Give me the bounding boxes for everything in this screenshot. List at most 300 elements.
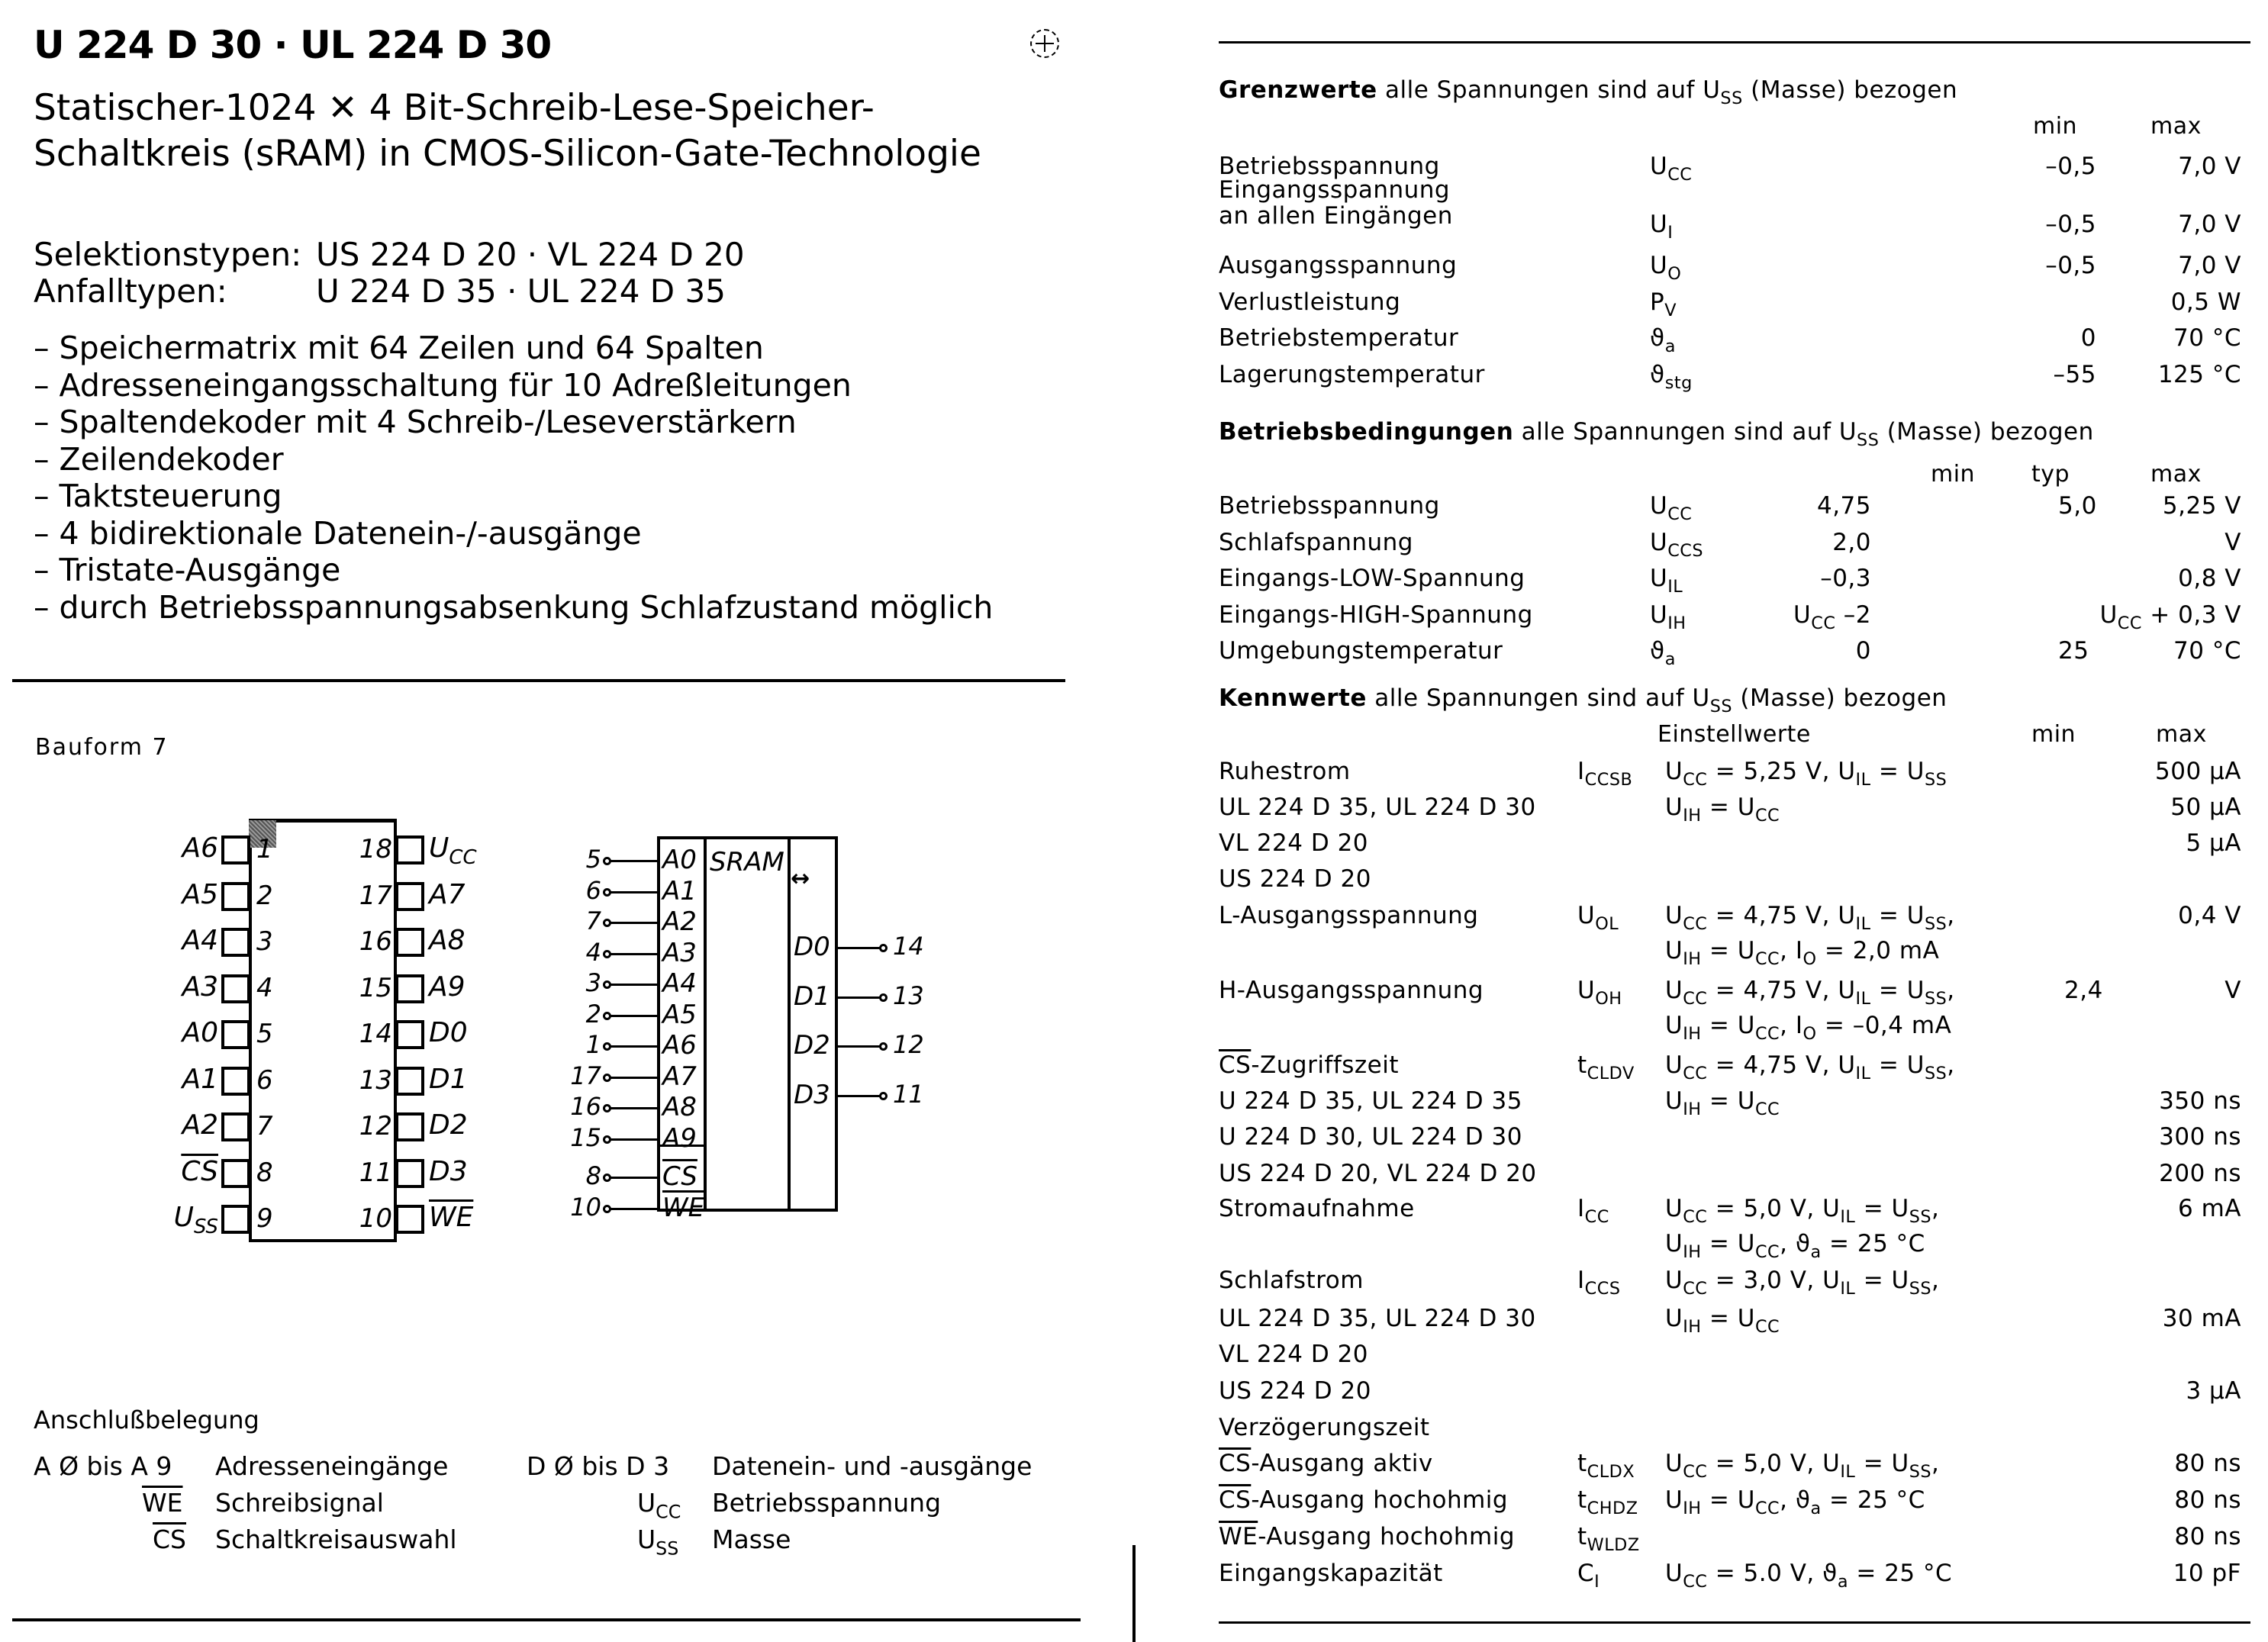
pin-assign-sym: $U_{CC}$	[637, 1488, 681, 1523]
input-line	[610, 922, 658, 924]
pin-number: 5	[256, 1019, 273, 1049]
pin-number: 6	[585, 875, 601, 905]
pin-pad	[395, 1205, 424, 1234]
max-value: V	[2225, 529, 2241, 556]
pin-pad	[221, 1067, 250, 1096]
pin-number: 9	[256, 1203, 273, 1234]
symbol: $P_V$	[1650, 288, 1677, 320]
pin-name: D0	[429, 1017, 468, 1048]
condition: $U_{IH} = U_{CC}$, $I_O = 2,0$ mA	[1665, 937, 1940, 969]
max-value: 70 °C	[2173, 637, 2241, 665]
pin-assign-sym: A Ø bis A 9	[34, 1451, 172, 1481]
pin-name: A9	[429, 971, 466, 1003]
pin-connector-icon	[603, 950, 611, 958]
min-value: –55	[2053, 361, 2096, 388]
table-row	[1219, 902, 2241, 937]
pin-pad	[221, 974, 250, 1003]
param-label: L-Ausgangsspannung	[1219, 902, 1479, 929]
pin-number: 2	[585, 999, 601, 1029]
pin-name: D1	[429, 1063, 468, 1095]
symbol: $U_{IH}$	[1650, 601, 1687, 633]
col-min: min	[1931, 461, 1976, 488]
table-row	[1219, 529, 2241, 564]
bidirectional-arrow-icon: ↔	[791, 865, 810, 892]
pin-connector-icon	[603, 857, 611, 865]
typ-value: 25	[2058, 637, 2089, 665]
signal-name: A1	[662, 875, 697, 906]
pin-connector-icon	[603, 980, 611, 989]
pin-pad	[395, 1112, 424, 1141]
pin-name: A0	[182, 1017, 218, 1048]
pin-number: 5	[585, 845, 601, 874]
pin-number: 4	[585, 937, 601, 967]
pin-connector-icon	[603, 1104, 611, 1112]
pin-pad	[221, 1020, 250, 1049]
condition: $U_{IH} = U_{CC}$, $ϑ_a = 25$ °C	[1665, 1486, 1925, 1518]
pin-assign-sym: D Ø bis D 3	[527, 1451, 670, 1481]
table-row	[1219, 1012, 2241, 1047]
table-row	[1219, 977, 2241, 1012]
feature-item: – Speichermatrix mit 64 Zeilen und 64 Spalten	[34, 330, 993, 367]
pin-assign-sym: $\overline{CS}$	[153, 1524, 186, 1554]
pin-assignment-title: Anschlußbelegung	[34, 1405, 259, 1434]
pin-connector-icon	[603, 1135, 611, 1144]
param-label: Verlustleistung	[1219, 288, 1401, 316]
param-label: VL 224 D 20	[1219, 1341, 1369, 1368]
table-row	[1219, 1305, 2241, 1340]
type-variants	[34, 237, 745, 310]
max-value: 30 mA	[2162, 1305, 2241, 1332]
condition: $U_{CC} = 5.0$ V, $ϑ_a = 25$ °C	[1665, 1560, 1953, 1592]
param-label: $\overline{WE}$-Ausgang hochohmig	[1219, 1523, 1516, 1550]
input-line	[610, 860, 658, 862]
pin-number: 4	[256, 972, 273, 1003]
betriebsbedingungen-heading-bold: Betriebsbedingungen	[1219, 418, 1514, 446]
feature-item: – Spaltendekoder mit 4 Schreib-/Leseverstärkern	[34, 404, 993, 441]
max-value: 7,0 V	[2178, 153, 2241, 180]
table-row	[1219, 1560, 2241, 1595]
pin-number: 14	[893, 932, 924, 961]
symbol: $U_O$	[1650, 252, 1682, 284]
pin-connector-icon	[603, 919, 611, 927]
selection-types-row	[34, 237, 745, 273]
min-value: 0	[2080, 324, 2096, 352]
symbol: $ϑ_a$	[1650, 637, 1676, 669]
param-label: Schlafstrom	[1219, 1267, 1364, 1294]
pin-number: 7	[585, 906, 601, 935]
signal-name: D1	[794, 980, 830, 1012]
param-label: Ausgangsspannung	[1219, 252, 1458, 279]
table-row	[1219, 252, 2241, 287]
pin-assign-desc: Masse	[712, 1524, 791, 1554]
grenzwerte-heading-bold: Grenzwerte	[1219, 76, 1377, 104]
pin-name: A2	[182, 1109, 218, 1141]
registration-mark-icon	[1030, 29, 1059, 58]
param-label: UL 224 D 35, UL 224 D 30	[1219, 794, 1536, 821]
table-row	[1219, 1267, 2241, 1302]
pin-connector-icon	[603, 1042, 611, 1051]
param-label: Verzögerungszeit	[1219, 1414, 1430, 1441]
table-row	[1219, 865, 2241, 900]
symbol: $U_I$	[1650, 211, 1674, 243]
pin-number: 1	[256, 834, 273, 864]
input-line	[610, 891, 658, 893]
feature-item: – Tristate-Ausgänge	[34, 552, 993, 589]
max-value: 7,0 V	[2178, 211, 2241, 238]
output-line	[837, 1045, 881, 1048]
pin-pad	[221, 1112, 250, 1141]
table-row	[1219, 288, 2241, 324]
kennwerte-heading	[1219, 684, 1947, 716]
feature-item: – Zeilendekoder	[34, 441, 993, 478]
min-value: 0	[1855, 637, 1871, 665]
grenzwerte-heading-rest: alle Spannungen sind auf $U_{SS}$ (Masse) bezogen	[1385, 76, 1958, 108]
symbol: $I_{CCS}$	[1577, 1267, 1621, 1299]
table-row	[1219, 1087, 2241, 1122]
pin-pad	[395, 1020, 424, 1049]
condition: $U_{IH} = U_{CC}$, $I_O = -0,4$ mA	[1665, 1012, 1952, 1044]
signal-name: A8	[662, 1092, 697, 1122]
pin-number: 11	[893, 1079, 924, 1109]
max-value: 80 ns	[2174, 1486, 2241, 1514]
selection-types-value: US 224 D 20 · VL 224 D 20	[316, 236, 745, 273]
pin-connector-icon	[603, 1174, 611, 1182]
typ-value: 5,0	[2058, 492, 2097, 520]
pin-connector-icon	[603, 1074, 611, 1082]
param-label: Stromaufnahme	[1219, 1195, 1415, 1222]
symbol-divider	[788, 836, 791, 1212]
pin-number: 10	[570, 1192, 601, 1222]
pin-name: A4	[182, 925, 218, 956]
pin-connector-icon	[879, 1042, 888, 1051]
feature-item: – durch Betriebsspannungsabsenkung Schlafzustand möglich	[34, 589, 993, 626]
signal-name: A5	[662, 999, 697, 1030]
pin-number: 17	[570, 1061, 601, 1090]
pin-connector-icon	[603, 888, 611, 897]
input-line	[610, 953, 658, 955]
table-row	[1219, 1341, 2241, 1376]
pin-name: $U_{SS}$	[173, 1202, 218, 1239]
param-label: Eingangs-LOW-Spannung	[1219, 565, 1525, 592]
table-row	[1219, 1051, 2241, 1087]
max-value: 5 µA	[2186, 829, 2241, 857]
pin-pad	[395, 1067, 424, 1096]
param-label: U 224 D 30, UL 224 D 30	[1219, 1123, 1522, 1151]
max-value: 350 ns	[2159, 1087, 2241, 1115]
symbol: $U_{OH}$	[1577, 977, 1622, 1009]
yield-types-label: Anfalltypen:	[34, 272, 227, 310]
signal-name: $\overline{WE}$	[662, 1192, 705, 1223]
pin-name: A8	[429, 925, 466, 956]
table-row	[1219, 601, 2241, 636]
pin-pad	[395, 928, 424, 957]
param-label: VL 224 D 20	[1219, 829, 1369, 857]
pin-assign-desc: Schreibsignal	[215, 1488, 384, 1518]
param-label: US 224 D 20	[1219, 1377, 1371, 1405]
table-row	[1219, 565, 2241, 600]
input-line	[610, 1107, 658, 1109]
pin-number: 7	[256, 1111, 273, 1141]
symbol: $t_{CLDV}$	[1577, 1051, 1635, 1083]
condition: $U_{IH} = U_{CC}$	[1665, 1087, 1780, 1119]
output-line	[837, 1095, 881, 1097]
input-line	[610, 1015, 658, 1017]
symbol-divider	[704, 836, 707, 1212]
param-label: $\overline{CS}$-Zugriffszeit	[1219, 1051, 1400, 1079]
pin-pad	[395, 835, 424, 864]
max-value: V	[2225, 977, 2241, 1004]
pin-name: D3	[429, 1155, 468, 1187]
signal-name: D2	[794, 1030, 830, 1061]
param-label: Eingangs-HIGH-Spannung	[1219, 601, 1533, 629]
max-value: 10 pF	[2173, 1560, 2241, 1587]
pin-pad	[221, 928, 250, 957]
pin-number: 14	[359, 1019, 392, 1049]
param-label: Betriebstemperatur	[1219, 324, 1459, 352]
table-row	[1219, 1195, 2241, 1230]
param-label: $\overline{CS}$-Ausgang aktiv	[1219, 1450, 1433, 1477]
max-value: 0,8 V	[2178, 565, 2241, 592]
table-row	[1219, 829, 2241, 864]
scan-artifact-line	[1132, 1545, 1136, 1642]
section-divider	[1219, 41, 2250, 43]
symbol: $I_{CCSB}$	[1577, 758, 1633, 790]
param-label: UL 224 D 35, UL 224 D 30	[1219, 1305, 1536, 1332]
pin-assign-desc: Schaltkreisauswahl	[215, 1524, 457, 1554]
pin-number: 1	[585, 1030, 601, 1059]
symbol: $U_{CC}$	[1650, 492, 1693, 524]
pin-number: 3	[256, 926, 273, 957]
pin-connector-icon	[879, 1092, 888, 1100]
pin-number: 16	[570, 1092, 601, 1121]
symbol: $U_{CCS}$	[1650, 529, 1704, 561]
condition: $U_{IH} = U_{CC}$	[1665, 1305, 1780, 1337]
param-label: Schlafspannung	[1219, 529, 1413, 556]
symbol: $C_I$	[1577, 1560, 1600, 1592]
pin-pad	[221, 835, 250, 864]
min-value: 4,75	[1816, 492, 1871, 520]
max-value: 200 ns	[2159, 1160, 2241, 1187]
kennwerte-heading-rest: alle Spannungen sind auf $U_{SS}$ (Masse) bezogen	[1374, 684, 1947, 716]
symbol: $U_{OL}$	[1577, 902, 1619, 934]
feature-list	[34, 330, 993, 626]
pin-pad	[395, 974, 424, 1003]
package-label: Bauform 7	[35, 734, 169, 761]
min-value: 2,0	[1832, 529, 1871, 556]
signal-name: D0	[794, 932, 830, 962]
min-value: $U_{CC}$ –2	[1793, 601, 1871, 633]
condition: $U_{IH} = U_{CC}$	[1665, 794, 1780, 826]
param-label: Ruhestrom	[1219, 758, 1351, 785]
table-row	[1219, 1377, 2241, 1412]
table-row	[1219, 937, 2241, 972]
selection-types-label: Selektionstypen:	[34, 236, 302, 273]
kennwerte-heading-bold: Kennwerte	[1219, 684, 1367, 712]
max-value: 500 µA	[2155, 758, 2241, 785]
pin-assign-desc: Betriebsspannung	[712, 1488, 942, 1518]
symbol: $ϑ_a$	[1650, 324, 1676, 356]
pin-number: 15	[359, 972, 392, 1003]
symbol: $U_{IL}$	[1650, 565, 1683, 597]
min-value: 2,4	[2064, 977, 2103, 1004]
section-divider	[1219, 1621, 2250, 1624]
param-label: Eingangsspannung an allen Eingängen	[1219, 176, 1453, 230]
pin-number: 13	[893, 980, 924, 1010]
signal-name: A0	[662, 845, 697, 875]
pin-connector-icon	[879, 993, 888, 1002]
col-max: max	[2150, 461, 2202, 488]
page-subtitle: Statischer-1024 ✕ 4 Bit-Schreib-Lese-Speicher-Schaltkreis (sRAM) in CMOS-Silicon-Gate-Technologie	[34, 87, 981, 175]
pin-name: A7	[429, 878, 466, 910]
col-max: max	[2150, 113, 2202, 140]
max-value: 125 °C	[2157, 361, 2241, 388]
input-line	[610, 1045, 658, 1048]
param-label: $\overline{CS}$-Ausgang hochohmig	[1219, 1486, 1509, 1514]
pin-number: 6	[256, 1064, 273, 1096]
param-label: Betriebsspannung	[1219, 492, 1440, 520]
pin-number: 18	[359, 834, 392, 864]
param-label: U 224 D 35, UL 224 D 35	[1219, 1087, 1522, 1115]
pin-number: 17	[359, 880, 392, 911]
feature-item: – Adresseneingangsschaltung für 10 Adreßleitungen	[34, 367, 993, 404]
sram-title: SRAM	[710, 847, 784, 877]
pin-number: 13	[359, 1064, 392, 1096]
max-value: 80 ns	[2174, 1523, 2241, 1550]
condition: $U_{CC} = 5,25$ V, $U_{IL} = U_{SS}$	[1665, 758, 1947, 790]
signal-name: A7	[662, 1061, 697, 1092]
signal-name: A4	[662, 968, 697, 999]
table-row	[1219, 758, 2241, 793]
input-line	[610, 1177, 658, 1179]
symbol: $t_{CLDX}$	[1577, 1450, 1635, 1482]
condition: $U_{IH} = U_{CC}$, $ϑ_a = 25$ °C	[1665, 1230, 1925, 1262]
max-value: 70 °C	[2173, 324, 2241, 352]
condition: $U_{CC} = 5,0$ V, $U_{IL} = U_{SS}$,	[1665, 1195, 1940, 1227]
pin-number: 11	[359, 1157, 392, 1188]
pin-number: 2	[256, 880, 273, 911]
input-line	[610, 1208, 658, 1210]
max-value: 3 µA	[2186, 1377, 2241, 1405]
section-divider	[12, 1618, 1081, 1621]
signal-name: D3	[794, 1079, 830, 1110]
condition: $U_{CC} = 4,75$ V, $U_{IL} = U_{SS}$,	[1665, 902, 1955, 934]
pin-assign-sym: $\overline{WE}$	[142, 1488, 183, 1518]
signal-name: $\overline{CS}$	[662, 1161, 697, 1192]
pin-number: 8	[256, 1157, 273, 1188]
max-value: 0,4 V	[2178, 902, 2241, 929]
pin-connector-icon	[603, 1012, 611, 1020]
col-typ: typ	[2031, 461, 2070, 488]
table-row	[1219, 324, 2241, 359]
table-row	[1219, 361, 2241, 396]
table-row	[1219, 492, 2241, 527]
condition: $U_{CC} = 5,0$ V, $U_{IL} = U_{SS}$,	[1665, 1450, 1940, 1482]
betriebsbedingungen-heading-rest: alle Spannungen sind auf $U_{SS}$ (Masse) bezogen	[1521, 418, 2094, 450]
betriebsbedingungen-heading	[1219, 418, 2094, 450]
table-row	[1219, 637, 2241, 672]
max-value: 300 ns	[2159, 1123, 2241, 1151]
yield-types-row	[34, 273, 745, 310]
col-conditions: Einstellwerte	[1658, 721, 1811, 748]
condition: $U_{CC} = 4,75$ V, $U_{IL} = U_{SS}$,	[1665, 1051, 1955, 1083]
min-value: –0,5	[2045, 252, 2096, 279]
pin-pad	[221, 1159, 250, 1188]
param-label: Lagerungstemperatur	[1219, 361, 1485, 388]
table-row	[1219, 1160, 2241, 1195]
pin-number: 10	[359, 1203, 392, 1234]
pin-number: 15	[570, 1122, 601, 1152]
condition: $U_{CC} = 3,0$ V, $U_{IL} = U_{SS}$,	[1665, 1267, 1940, 1299]
pin-number: 16	[359, 926, 392, 957]
max-value: $U_{CC} + 0,3$ V	[2099, 601, 2241, 633]
feature-item: – Taktsteuerung	[34, 478, 993, 515]
col-min: min	[2031, 721, 2076, 748]
pin-name: A5	[182, 878, 218, 910]
col-max: max	[2156, 721, 2207, 748]
param-label: Umgebungstemperatur	[1219, 637, 1503, 665]
input-line	[610, 984, 658, 986]
pin-name: $\overline{WE}$	[429, 1202, 474, 1233]
condition: $U_{CC} = 4,75$ V, $U_{IL} = U_{SS}$,	[1665, 977, 1955, 1009]
symbol: $U_{CC}$	[1650, 153, 1693, 185]
pin-connector-icon	[603, 1205, 611, 1213]
symbol: $ϑ_{stg}$	[1650, 361, 1693, 393]
table-row	[1219, 176, 2241, 243]
pin-assign-desc: Datenein- und -ausgänge	[712, 1451, 1033, 1481]
yield-types-value: U 224 D 35 · UL 224 D 35	[316, 272, 726, 310]
pin-name: A3	[182, 971, 218, 1003]
table-row	[1219, 1486, 2241, 1521]
pin-number: 12	[893, 1030, 924, 1059]
max-value: 5,25 V	[2162, 492, 2241, 520]
pin-connector-icon	[879, 944, 888, 952]
param-label: H-Ausgangsspannung	[1219, 977, 1484, 1004]
pin-name: $\overline{CS}$	[181, 1155, 218, 1187]
table-row	[1219, 1123, 2241, 1158]
pin-name: $U_{CC}$	[429, 832, 477, 870]
min-value: –0,5	[2045, 153, 2096, 180]
max-value: 7,0 V	[2178, 252, 2241, 279]
feature-item: – 4 bidirektionale Datenein-/-ausgänge	[34, 515, 993, 552]
table-row	[1219, 1523, 2241, 1558]
signal-name: A2	[662, 906, 697, 937]
max-value: 50 µA	[2170, 794, 2241, 821]
signal-name: A3	[662, 937, 697, 968]
pin-pad	[221, 1205, 250, 1234]
max-value: 0,5 W	[2170, 288, 2241, 316]
signal-name: A9	[662, 1122, 697, 1154]
pin-number: 3	[585, 968, 601, 997]
min-value: –0,5	[2045, 211, 2096, 238]
signal-name: A6	[662, 1030, 697, 1061]
symbol: $I_{CC}$	[1577, 1195, 1609, 1227]
pin-assign-sym: $U_{SS}$	[637, 1524, 679, 1560]
page-title: U 224 D 30 · UL 224 D 30	[34, 23, 552, 67]
table-row	[1219, 1414, 2241, 1449]
max-value: 6 mA	[2178, 1195, 2241, 1222]
param-label: Betriebsspannung	[1219, 153, 1440, 180]
param-label: Eingangskapazität	[1219, 1560, 1443, 1587]
table-row	[1219, 794, 2241, 829]
pin-assign-desc: Adresseneingänge	[215, 1451, 449, 1481]
pin-pad	[395, 882, 424, 911]
output-line	[837, 947, 881, 949]
symbol: $t_{WLDZ}$	[1577, 1523, 1640, 1555]
input-line	[610, 1077, 658, 1079]
symbol: $t_{CHDZ}$	[1577, 1486, 1638, 1518]
grenzwerte-heading	[1219, 76, 1958, 108]
input-line	[610, 1138, 658, 1141]
